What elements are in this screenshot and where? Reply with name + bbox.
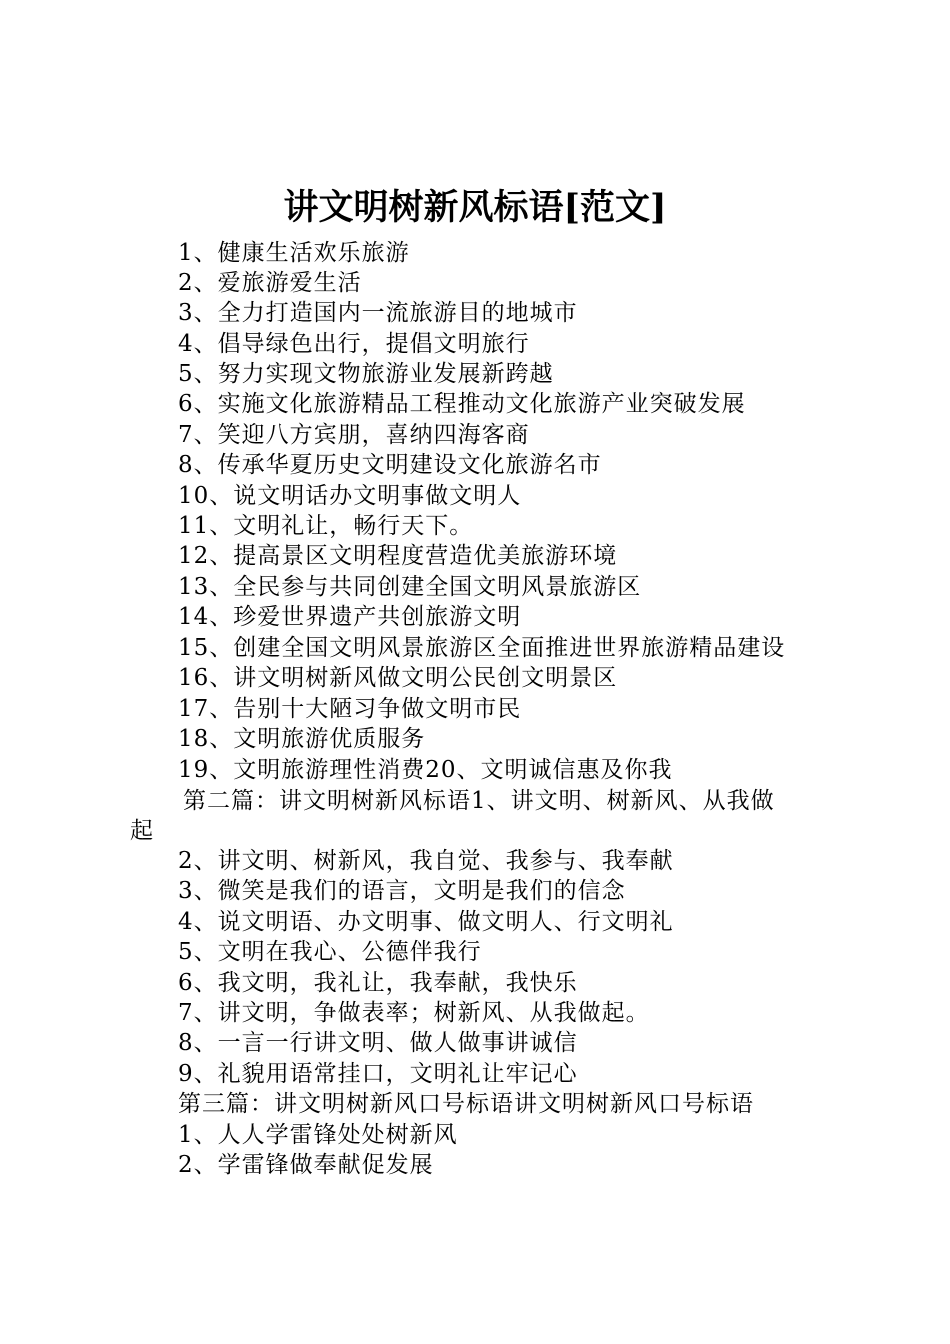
slogan-line: 2、爱旅游爱生活 <box>178 270 362 296</box>
slogan-line: 12、提高景区文明程度营造优美旅游环境 <box>178 543 618 569</box>
document-title: 讲文明树新风标语[范文] <box>283 187 667 228</box>
slogan-line: 19、文明旅游理性消费20、文明诚信惠及你我 <box>178 757 673 783</box>
slogan-line: 10、说文明话办文明事做文明人 <box>178 483 522 509</box>
slogan-line: 4、倡导绿色出行，提倡文明旅行 <box>178 331 530 357</box>
section-heading-continuation: 起 <box>130 818 154 844</box>
slogan-line: 15、创建全国文明风景旅游区全面推进世界旅游精品建设 <box>178 635 786 661</box>
slogan-line: 6、我文明，我礼让，我奉献，我快乐 <box>178 970 578 996</box>
slogan-line: 1、人人学雷锋处处树新风 <box>178 1122 458 1148</box>
slogan-line: 1、健康生活欢乐旅游 <box>178 240 410 266</box>
section-heading: 第二篇：讲文明树新风标语1、讲文明、树新风、从我做 <box>183 788 775 814</box>
slogan-line: 17、告别十大陋习争做文明市民 <box>178 696 522 722</box>
slogan-line: 3、全力打造国内一流旅游目的地城市 <box>178 300 578 326</box>
slogan-line: 8、传承华夏历史文明建设文化旅游名市 <box>178 452 602 478</box>
section-heading: 第三篇：讲文明树新风口号标语讲文明树新风口号标语 <box>178 1091 754 1117</box>
slogan-line: 2、讲文明、树新风，我自觉、我参与、我奉献 <box>178 848 674 874</box>
slogan-line: 9、礼貌用语常挂口，文明礼让牢记心 <box>178 1061 578 1087</box>
slogan-line: 11、文明礼让，畅行天下。 <box>178 513 474 539</box>
slogan-line: 8、一言一行讲文明、做人做事讲诚信 <box>178 1030 578 1056</box>
slogan-line: 2、学雷锋做奉献促发展 <box>178 1152 434 1178</box>
slogan-line: 18、文明旅游优质服务 <box>178 726 426 752</box>
slogan-line: 7、讲文明，争做表率；树新风、从我做起。 <box>178 1000 650 1026</box>
slogan-line: 14、珍爱世界遗产共创旅游文明 <box>178 604 522 630</box>
slogan-line: 7、笑迎八方宾朋，喜纳四海客商 <box>178 422 530 448</box>
slogan-line: 4、说文明语、办文明事、做文明人、行文明礼 <box>178 909 674 935</box>
slogan-line: 13、全民参与共同创建全国文明风景旅游区 <box>178 574 642 600</box>
slogan-line: 3、微笑是我们的语言，文明是我们的信念 <box>178 878 626 904</box>
slogan-line: 5、文明在我心、公德伴我行 <box>178 939 482 965</box>
slogan-line: 5、努力实现文物旅游业发展新跨越 <box>178 361 554 387</box>
slogan-line: 16、讲文明树新风做文明公民创文明景区 <box>178 665 618 691</box>
slogan-line: 6、实施文化旅游精品工程推动文化旅游产业突破发展 <box>178 391 746 417</box>
